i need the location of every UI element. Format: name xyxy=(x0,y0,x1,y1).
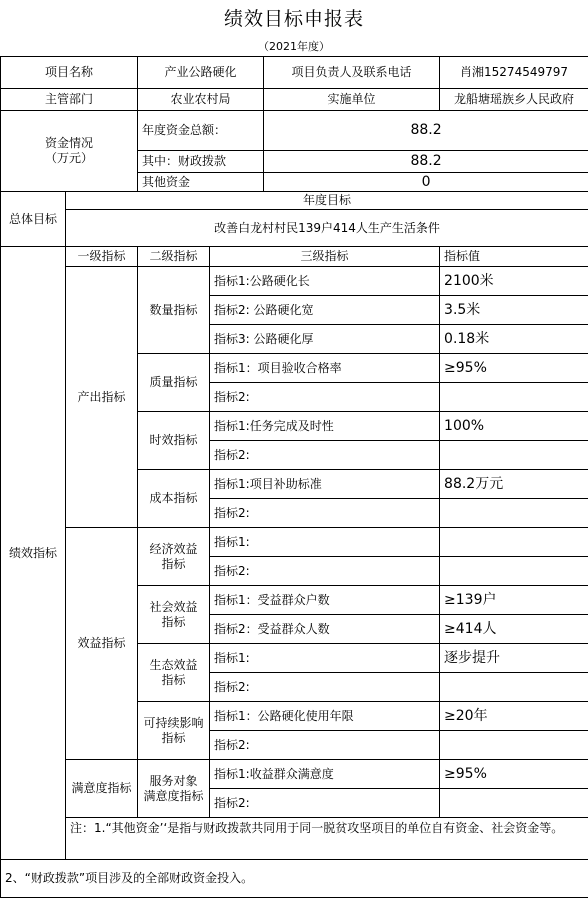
indicator-name: 指标2: xyxy=(210,441,440,470)
dept-value: 农业农村局 xyxy=(138,89,264,111)
cost-label: 成本指标 xyxy=(138,470,210,528)
table-row xyxy=(1,528,588,557)
indicator-name: 指标2: xyxy=(210,789,440,818)
funds-other-label: 其他资金 xyxy=(138,173,264,192)
indicator-value xyxy=(440,499,588,528)
indicator-name: 指标1:收益群众满意度 xyxy=(210,760,440,789)
funds-fiscal-value: 88.2 xyxy=(264,151,588,173)
funds-total-label: 年度资金总额： xyxy=(138,111,264,151)
indicator-name: 指标1：公路硬化使用年限 xyxy=(210,702,440,731)
overall-label: 总体目标 xyxy=(1,192,66,247)
note-2: 2、“财政拨款”项目涉及的全部财政资金投入。 xyxy=(1,860,588,898)
indicator-name: 指标2：受益群众人数 xyxy=(210,615,440,644)
benefit-label: 效益指标 xyxy=(66,528,138,760)
indicator-name: 指标1：项目验收合格率 xyxy=(210,354,440,383)
funds-total-value: 88.2 xyxy=(264,111,588,151)
indicator-value: 3.5米 xyxy=(440,296,588,325)
indicator-value: 逐步提升 xyxy=(440,644,588,673)
indicator-name: 指标2: 公路硬化宽 xyxy=(210,296,440,325)
indicator-value: 100% xyxy=(440,412,588,441)
note-row-2 xyxy=(1,860,588,898)
performance-form-table xyxy=(0,56,588,898)
econ-label: 经济效益 指标 xyxy=(138,528,210,586)
funds-fiscal-label: 其中：财政拨款 xyxy=(138,151,264,173)
contact-label: 项目负责人及联系电话 xyxy=(264,57,440,89)
contact-value: 肖湘15274549797 xyxy=(440,57,588,89)
perf-h4: 指标值 xyxy=(440,247,588,267)
project-name-label: 项目名称 xyxy=(1,57,138,89)
overall-header: 年度目标 xyxy=(66,192,588,210)
quantity-label: 数量指标 xyxy=(138,267,210,354)
dept-row xyxy=(1,89,588,111)
dept-label: 主管部门 xyxy=(1,89,138,111)
indicator-name: 指标2: xyxy=(210,383,440,412)
perf-label: 绩效指标 xyxy=(1,247,66,860)
indicator-value xyxy=(440,441,588,470)
indicator-value xyxy=(440,789,588,818)
indicator-value: ≥95% xyxy=(440,760,588,789)
output-label: 产出指标 xyxy=(66,267,138,528)
indicator-name: 指标2: xyxy=(210,557,440,586)
indicator-name: 指标1: xyxy=(210,528,440,557)
indicator-value: ≥414人 xyxy=(440,615,588,644)
table-row xyxy=(1,267,588,296)
indicator-name: 指标2: xyxy=(210,499,440,528)
overall-header-row xyxy=(1,192,588,210)
perf-h2: 二级指标 xyxy=(138,247,210,267)
indicator-value: ≥95% xyxy=(440,354,588,383)
impl-value: 龙船塘瑶族乡人民政府 xyxy=(440,89,588,111)
indicator-value xyxy=(440,383,588,412)
overall-text: 改善白龙村村民139户414人生产生活条件 xyxy=(66,210,588,247)
indicator-name: 指标2: xyxy=(210,731,440,760)
indicator-name: 指标3: 公路硬化厚 xyxy=(210,325,440,354)
note-row-1 xyxy=(1,818,588,860)
indicator-value: 0.18米 xyxy=(440,325,588,354)
funds-label: 资金情况 （万元） xyxy=(1,111,138,192)
service-label: 服务对象 满意度指标 xyxy=(138,760,210,818)
impl-label: 实施单位 xyxy=(264,89,440,111)
table-row xyxy=(1,760,588,789)
indicator-value: ≥139户 xyxy=(440,586,588,615)
project-name: 产业公路硬化 xyxy=(138,57,264,89)
indicator-name: 指标1:公路硬化长 xyxy=(210,267,440,296)
perf-h1: 一级指标 xyxy=(66,247,138,267)
indicator-name: 指标1: xyxy=(210,644,440,673)
funds-total-row xyxy=(1,111,588,151)
indicator-name: 指标2: xyxy=(210,673,440,702)
sustain-label: 可持续影响 指标 xyxy=(138,702,210,760)
perf-h3: 三级指标 xyxy=(210,247,440,267)
indicator-value xyxy=(440,673,588,702)
perf-header-row xyxy=(1,247,588,267)
social-label: 社会效益 指标 xyxy=(138,586,210,644)
note-1: 注：1.“其他资金’‘是指与财政拨款共同用于同一脱贫攻坚项目的单位自有资金、社会资金等。 xyxy=(66,818,588,860)
indicator-value xyxy=(440,557,588,586)
indicator-name: 指标1：受益群众户数 xyxy=(210,586,440,615)
eco-label: 生态效益 指标 xyxy=(138,644,210,702)
time-label: 时效指标 xyxy=(138,412,210,470)
indicator-value: ≥20年 xyxy=(440,702,588,731)
indicator-value: 88.2万元 xyxy=(440,470,588,499)
form-year: （2021年度） xyxy=(258,40,330,53)
indicator-name: 指标1:项目补助标准 xyxy=(210,470,440,499)
form-title: 绩效目标申报表 xyxy=(223,8,364,30)
indicator-name: 指标1:任务完成及时性 xyxy=(210,412,440,441)
indicator-value xyxy=(440,528,588,557)
project-row xyxy=(1,57,588,89)
indicator-value: 2100米 xyxy=(440,267,588,296)
satisfaction-label: 满意度指标 xyxy=(66,760,138,818)
indicator-value xyxy=(440,731,588,760)
funds-other-value: 0 xyxy=(264,173,588,192)
overall-text-row xyxy=(1,210,588,247)
quality-label: 质量指标 xyxy=(138,354,210,412)
